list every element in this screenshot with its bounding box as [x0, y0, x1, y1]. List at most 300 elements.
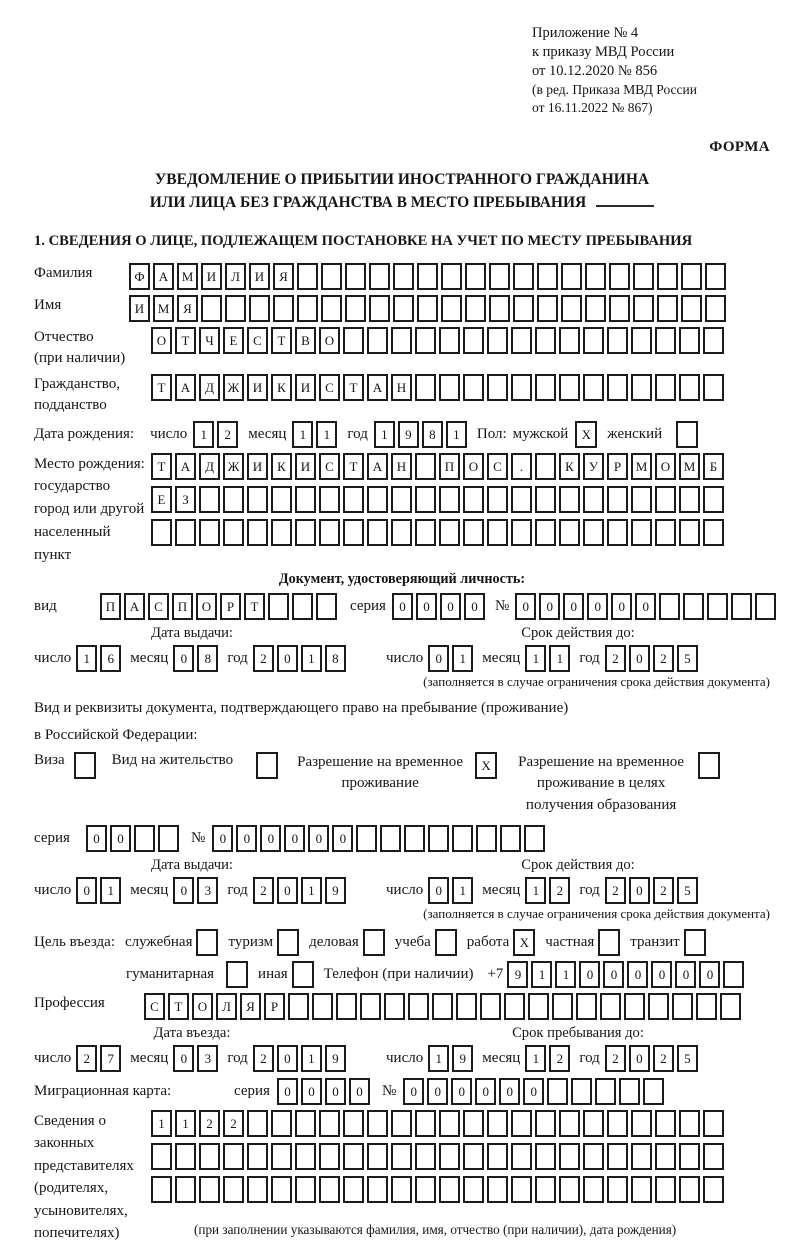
char-cell[interactable] — [607, 486, 628, 513]
char-cell[interactable] — [513, 263, 534, 290]
char-cell[interactable]: 1 — [193, 421, 214, 448]
char-cell[interactable] — [391, 1176, 412, 1203]
char-cell[interactable] — [319, 1176, 340, 1203]
char-cell[interactable]: 2 — [653, 1045, 674, 1072]
char-cell[interactable]: Т — [151, 453, 172, 480]
char-cell[interactable] — [415, 1176, 436, 1203]
char-cell[interactable]: С — [319, 453, 340, 480]
char-cell[interactable] — [201, 295, 222, 322]
char-cell[interactable]: 0 — [475, 1078, 496, 1105]
char-cell[interactable] — [391, 519, 412, 546]
char-cell[interactable]: Л — [216, 993, 237, 1020]
char-cell[interactable]: В — [295, 327, 316, 354]
char-cell[interactable] — [271, 519, 292, 546]
char-cell[interactable]: 5 — [677, 1045, 698, 1072]
char-cell[interactable]: С — [319, 374, 340, 401]
char-cell[interactable] — [511, 1143, 532, 1170]
char-cell[interactable] — [703, 327, 724, 354]
char-cell[interactable]: 1 — [292, 421, 313, 448]
char-cell[interactable] — [524, 825, 545, 852]
char-cell[interactable]: К — [271, 453, 292, 480]
char-cell[interactable]: Ж — [223, 374, 244, 401]
char-cell[interactable]: 6 — [100, 645, 121, 672]
char-cell[interactable]: А — [153, 263, 174, 290]
char-cell[interactable] — [292, 593, 313, 620]
char-cell[interactable] — [547, 1078, 568, 1105]
char-cell[interactable] — [439, 327, 460, 354]
char-cell[interactable]: 2 — [223, 1110, 244, 1137]
char-cell[interactable] — [367, 327, 388, 354]
char-cell[interactable] — [463, 1176, 484, 1203]
char-cell[interactable]: И — [247, 374, 268, 401]
char-cell[interactable] — [151, 1176, 172, 1203]
char-cell[interactable]: 0 — [629, 1045, 650, 1072]
char-cell[interactable]: К — [271, 374, 292, 401]
char-cell[interactable]: 0 — [635, 593, 656, 620]
char-cell[interactable] — [657, 295, 678, 322]
char-cell[interactable]: 2 — [76, 1045, 97, 1072]
char-cell[interactable]: Д — [199, 453, 220, 480]
char-cell[interactable] — [489, 263, 510, 290]
char-cell[interactable]: П — [100, 593, 121, 620]
char-cell[interactable] — [511, 374, 532, 401]
char-cell[interactable] — [175, 519, 196, 546]
purpose-humanitarian-checkbox[interactable] — [226, 961, 248, 988]
char-cell[interactable]: Н — [391, 453, 412, 480]
char-cell[interactable]: Т — [151, 374, 172, 401]
char-cell[interactable] — [631, 519, 652, 546]
char-cell[interactable] — [463, 519, 484, 546]
char-cell[interactable]: 1 — [531, 961, 552, 988]
char-cell[interactable]: 9 — [507, 961, 528, 988]
char-cell[interactable] — [679, 1176, 700, 1203]
char-cell[interactable]: М — [631, 453, 652, 480]
char-cell[interactable] — [480, 993, 501, 1020]
char-cell[interactable] — [607, 1143, 628, 1170]
char-cell[interactable]: 9 — [325, 877, 346, 904]
char-cell[interactable] — [439, 486, 460, 513]
char-cell[interactable] — [607, 1176, 628, 1203]
char-cell[interactable]: 5 — [677, 645, 698, 672]
char-cell[interactable]: 1 — [452, 877, 473, 904]
char-cell[interactable] — [247, 486, 268, 513]
char-cell[interactable] — [487, 327, 508, 354]
char-cell[interactable]: 1 — [175, 1110, 196, 1137]
char-cell[interactable]: 1 — [446, 421, 467, 448]
purpose-official-checkbox[interactable] — [196, 929, 218, 956]
char-cell[interactable]: С — [487, 453, 508, 480]
char-cell[interactable] — [439, 519, 460, 546]
char-cell[interactable] — [576, 993, 597, 1020]
char-cell[interactable]: 0 — [349, 1078, 370, 1105]
char-cell[interactable]: . — [511, 453, 532, 480]
char-cell[interactable]: 0 — [627, 961, 648, 988]
char-cell[interactable] — [391, 327, 412, 354]
char-cell[interactable] — [631, 1143, 652, 1170]
char-cell[interactable]: 0 — [416, 593, 437, 620]
char-cell[interactable]: 1 — [525, 877, 546, 904]
char-cell[interactable]: 0 — [611, 593, 632, 620]
char-cell[interactable] — [247, 1143, 268, 1170]
char-cell[interactable]: 0 — [523, 1078, 544, 1105]
char-cell[interactable] — [559, 374, 580, 401]
char-cell[interactable]: 2 — [217, 421, 238, 448]
char-cell[interactable]: И — [295, 374, 316, 401]
char-cell[interactable] — [655, 486, 676, 513]
char-cell[interactable] — [415, 1143, 436, 1170]
char-cell[interactable] — [391, 1110, 412, 1137]
char-cell[interactable]: 1 — [428, 1045, 449, 1072]
char-cell[interactable] — [672, 993, 693, 1020]
char-cell[interactable]: 0 — [332, 825, 353, 852]
purpose-transit-checkbox[interactable] — [684, 929, 706, 956]
char-cell[interactable] — [537, 295, 558, 322]
char-cell[interactable] — [465, 295, 486, 322]
char-cell[interactable]: 2 — [253, 1045, 274, 1072]
char-cell[interactable]: А — [175, 453, 196, 480]
char-cell[interactable]: Д — [199, 374, 220, 401]
char-cell[interactable] — [511, 1110, 532, 1137]
char-cell[interactable]: А — [175, 374, 196, 401]
char-cell[interactable]: 0 — [699, 961, 720, 988]
char-cell[interactable]: Я — [240, 993, 261, 1020]
char-cell[interactable]: 1 — [452, 645, 473, 672]
char-cell[interactable]: 0 — [277, 645, 298, 672]
char-cell[interactable]: 2 — [653, 645, 674, 672]
char-cell[interactable]: И — [201, 263, 222, 290]
char-cell[interactable]: Е — [223, 327, 244, 354]
char-cell[interactable] — [703, 1110, 724, 1137]
char-cell[interactable] — [624, 993, 645, 1020]
char-cell[interactable] — [343, 1110, 364, 1137]
char-cell[interactable]: О — [192, 993, 213, 1020]
purpose-tourism-checkbox[interactable] — [277, 929, 299, 956]
char-cell[interactable] — [456, 993, 477, 1020]
char-cell[interactable]: 1 — [151, 1110, 172, 1137]
char-cell[interactable] — [528, 993, 549, 1020]
char-cell[interactable] — [247, 1176, 268, 1203]
char-cell[interactable]: 0 — [675, 961, 696, 988]
char-cell[interactable] — [463, 374, 484, 401]
char-cell[interactable] — [679, 486, 700, 513]
char-cell[interactable] — [705, 295, 726, 322]
char-cell[interactable]: И — [249, 263, 270, 290]
visa-checkbox[interactable] — [74, 752, 96, 779]
char-cell[interactable]: 2 — [605, 877, 626, 904]
char-cell[interactable] — [585, 295, 606, 322]
char-cell[interactable] — [655, 1143, 676, 1170]
char-cell[interactable] — [441, 263, 462, 290]
char-cell[interactable]: 9 — [452, 1045, 473, 1072]
char-cell[interactable] — [703, 519, 724, 546]
char-cell[interactable] — [559, 1176, 580, 1203]
char-cell[interactable] — [134, 825, 155, 852]
char-cell[interactable] — [607, 327, 628, 354]
char-cell[interactable] — [535, 453, 556, 480]
char-cell[interactable] — [655, 327, 676, 354]
char-cell[interactable] — [295, 1176, 316, 1203]
char-cell[interactable]: 1 — [301, 1045, 322, 1072]
residence-permit-checkbox[interactable] — [256, 752, 278, 779]
char-cell[interactable] — [583, 374, 604, 401]
char-cell[interactable]: Н — [391, 374, 412, 401]
char-cell[interactable] — [583, 1110, 604, 1137]
char-cell[interactable] — [681, 263, 702, 290]
char-cell[interactable]: Р — [607, 453, 628, 480]
char-cell[interactable] — [247, 519, 268, 546]
char-cell[interactable]: Л — [225, 263, 246, 290]
purpose-business-checkbox[interactable] — [363, 929, 385, 956]
char-cell[interactable] — [391, 486, 412, 513]
char-cell[interactable]: Я — [273, 263, 294, 290]
char-cell[interactable] — [476, 825, 497, 852]
char-cell[interactable] — [487, 519, 508, 546]
char-cell[interactable]: 2 — [253, 645, 274, 672]
char-cell[interactable]: 0 — [277, 1078, 298, 1105]
char-cell[interactable] — [696, 993, 717, 1020]
char-cell[interactable] — [441, 295, 462, 322]
char-cell[interactable]: О — [463, 453, 484, 480]
char-cell[interactable]: 2 — [549, 877, 570, 904]
char-cell[interactable] — [223, 486, 244, 513]
char-cell[interactable] — [723, 961, 744, 988]
char-cell[interactable]: 0 — [579, 961, 600, 988]
char-cell[interactable] — [439, 1176, 460, 1203]
char-cell[interactable] — [633, 295, 654, 322]
char-cell[interactable] — [288, 993, 309, 1020]
char-cell[interactable] — [319, 486, 340, 513]
char-cell[interactable] — [655, 519, 676, 546]
char-cell[interactable] — [513, 295, 534, 322]
char-cell[interactable] — [343, 1176, 364, 1203]
char-cell[interactable] — [415, 519, 436, 546]
char-cell[interactable]: 1 — [555, 961, 576, 988]
char-cell[interactable] — [631, 374, 652, 401]
char-cell[interactable] — [463, 327, 484, 354]
char-cell[interactable] — [367, 519, 388, 546]
char-cell[interactable] — [609, 263, 630, 290]
char-cell[interactable]: О — [655, 453, 676, 480]
char-cell[interactable] — [703, 1143, 724, 1170]
char-cell[interactable]: 1 — [76, 645, 97, 672]
char-cell[interactable] — [151, 519, 172, 546]
char-cell[interactable] — [552, 993, 573, 1020]
char-cell[interactable] — [199, 519, 220, 546]
char-cell[interactable]: А — [124, 593, 145, 620]
char-cell[interactable] — [559, 486, 580, 513]
char-cell[interactable]: 2 — [253, 877, 274, 904]
char-cell[interactable]: 0 — [76, 877, 97, 904]
char-cell[interactable] — [297, 263, 318, 290]
char-cell[interactable] — [561, 263, 582, 290]
char-cell[interactable]: Т — [175, 327, 196, 354]
char-cell[interactable]: 2 — [653, 877, 674, 904]
char-cell[interactable] — [607, 519, 628, 546]
char-cell[interactable] — [585, 263, 606, 290]
char-cell[interactable] — [559, 519, 580, 546]
char-cell[interactable] — [535, 1176, 556, 1203]
char-cell[interactable] — [271, 1110, 292, 1137]
char-cell[interactable] — [384, 993, 405, 1020]
char-cell[interactable]: 0 — [629, 645, 650, 672]
char-cell[interactable]: М — [679, 453, 700, 480]
char-cell[interactable] — [175, 1176, 196, 1203]
char-cell[interactable] — [367, 1110, 388, 1137]
char-cell[interactable]: 0 — [629, 877, 650, 904]
char-cell[interactable] — [559, 327, 580, 354]
char-cell[interactable]: О — [196, 593, 217, 620]
char-cell[interactable] — [345, 263, 366, 290]
char-cell[interactable] — [655, 1176, 676, 1203]
char-cell[interactable]: 2 — [605, 1045, 626, 1072]
char-cell[interactable]: З — [175, 486, 196, 513]
char-cell[interactable] — [297, 295, 318, 322]
char-cell[interactable]: О — [151, 327, 172, 354]
char-cell[interactable] — [657, 263, 678, 290]
char-cell[interactable]: 8 — [325, 645, 346, 672]
char-cell[interactable]: М — [153, 295, 174, 322]
char-cell[interactable] — [439, 374, 460, 401]
char-cell[interactable] — [487, 486, 508, 513]
char-cell[interactable] — [321, 295, 342, 322]
char-cell[interactable] — [452, 825, 473, 852]
char-cell[interactable]: У — [583, 453, 604, 480]
char-cell[interactable] — [655, 374, 676, 401]
char-cell[interactable]: 1 — [301, 877, 322, 904]
char-cell[interactable] — [268, 593, 289, 620]
char-cell[interactable]: 1 — [100, 877, 121, 904]
char-cell[interactable] — [319, 1110, 340, 1137]
char-cell[interactable] — [343, 327, 364, 354]
char-cell[interactable] — [535, 1143, 556, 1170]
char-cell[interactable] — [295, 1110, 316, 1137]
char-cell[interactable] — [295, 1143, 316, 1170]
char-cell[interactable] — [643, 1078, 664, 1105]
char-cell[interactable] — [631, 1176, 652, 1203]
char-cell[interactable] — [343, 1143, 364, 1170]
char-cell[interactable]: Т — [343, 374, 364, 401]
char-cell[interactable] — [415, 453, 436, 480]
char-cell[interactable]: 0 — [403, 1078, 424, 1105]
char-cell[interactable] — [439, 1143, 460, 1170]
purpose-other-checkbox[interactable] — [292, 961, 314, 988]
char-cell[interactable]: С — [144, 993, 165, 1020]
char-cell[interactable] — [312, 993, 333, 1020]
char-cell[interactable] — [321, 263, 342, 290]
char-cell[interactable] — [500, 825, 521, 852]
char-cell[interactable] — [583, 1176, 604, 1203]
char-cell[interactable]: 0 — [110, 825, 131, 852]
char-cell[interactable]: Т — [343, 453, 364, 480]
char-cell[interactable]: 8 — [197, 645, 218, 672]
char-cell[interactable]: Е — [151, 486, 172, 513]
char-cell[interactable]: 0 — [212, 825, 233, 852]
char-cell[interactable] — [415, 1110, 436, 1137]
char-cell[interactable] — [707, 593, 728, 620]
char-cell[interactable] — [571, 1078, 592, 1105]
char-cell[interactable]: Р — [264, 993, 285, 1020]
char-cell[interactable] — [720, 993, 741, 1020]
char-cell[interactable] — [343, 486, 364, 513]
char-cell[interactable]: 5 — [677, 877, 698, 904]
char-cell[interactable] — [609, 295, 630, 322]
char-cell[interactable] — [705, 263, 726, 290]
char-cell[interactable]: Б — [703, 453, 724, 480]
char-cell[interactable] — [631, 1110, 652, 1137]
char-cell[interactable] — [336, 993, 357, 1020]
char-cell[interactable] — [535, 1110, 556, 1137]
char-cell[interactable] — [679, 1110, 700, 1137]
char-cell[interactable] — [703, 486, 724, 513]
char-cell[interactable] — [633, 263, 654, 290]
male-checkbox[interactable]: X — [575, 421, 597, 448]
char-cell[interactable] — [367, 486, 388, 513]
char-cell[interactable] — [415, 486, 436, 513]
char-cell[interactable]: 1 — [549, 645, 570, 672]
char-cell[interactable] — [295, 519, 316, 546]
char-cell[interactable] — [151, 1143, 172, 1170]
char-cell[interactable] — [583, 519, 604, 546]
char-cell[interactable]: Р — [220, 593, 241, 620]
char-cell[interactable]: 3 — [197, 877, 218, 904]
char-cell[interactable]: 2 — [549, 1045, 570, 1072]
char-cell[interactable] — [428, 825, 449, 852]
char-cell[interactable] — [487, 1143, 508, 1170]
char-cell[interactable]: Ч — [199, 327, 220, 354]
char-cell[interactable]: Ф — [129, 263, 150, 290]
char-cell[interactable] — [619, 1078, 640, 1105]
char-cell[interactable]: 3 — [197, 1045, 218, 1072]
char-cell[interactable] — [607, 1110, 628, 1137]
char-cell[interactable] — [535, 374, 556, 401]
char-cell[interactable]: И — [247, 453, 268, 480]
char-cell[interactable]: 0 — [428, 645, 449, 672]
char-cell[interactable] — [487, 1176, 508, 1203]
char-cell[interactable]: П — [439, 453, 460, 480]
char-cell[interactable] — [199, 486, 220, 513]
char-cell[interactable]: 1 — [316, 421, 337, 448]
purpose-study-checkbox[interactable] — [435, 929, 457, 956]
char-cell[interactable]: 7 — [100, 1045, 121, 1072]
char-cell[interactable] — [199, 1143, 220, 1170]
char-cell[interactable] — [465, 263, 486, 290]
char-cell[interactable] — [583, 327, 604, 354]
char-cell[interactable]: 0 — [651, 961, 672, 988]
char-cell[interactable]: 0 — [173, 645, 194, 672]
char-cell[interactable]: 9 — [325, 1045, 346, 1072]
char-cell[interactable]: С — [247, 327, 268, 354]
char-cell[interactable]: 1 — [301, 645, 322, 672]
char-cell[interactable] — [607, 374, 628, 401]
char-cell[interactable] — [380, 825, 401, 852]
char-cell[interactable]: Т — [168, 993, 189, 1020]
char-cell[interactable] — [223, 519, 244, 546]
char-cell[interactable] — [158, 825, 179, 852]
char-cell[interactable]: 0 — [86, 825, 107, 852]
char-cell[interactable] — [343, 519, 364, 546]
char-cell[interactable] — [356, 825, 377, 852]
purpose-work-checkbox[interactable]: X — [513, 929, 535, 956]
char-cell[interactable]: 0 — [539, 593, 560, 620]
char-cell[interactable] — [404, 825, 425, 852]
char-cell[interactable] — [703, 374, 724, 401]
char-cell[interactable] — [631, 327, 652, 354]
char-cell[interactable] — [360, 993, 381, 1020]
char-cell[interactable] — [595, 1078, 616, 1105]
char-cell[interactable] — [487, 1110, 508, 1137]
char-cell[interactable] — [391, 1143, 412, 1170]
char-cell[interactable]: Т — [271, 327, 292, 354]
